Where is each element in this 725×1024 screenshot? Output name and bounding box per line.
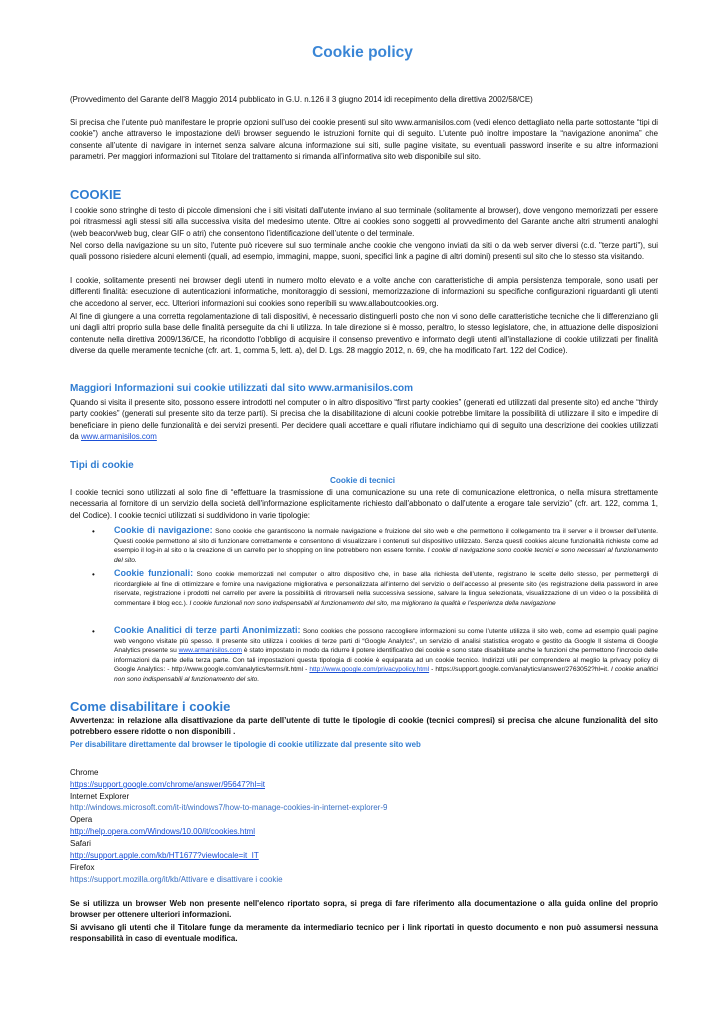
cookie-para-2: Nel corso della navigazione su un sito, l'utente può ricevere sul suo terminale anche cookie che vengono inviati da siti o da web server diversi (c.d. "terze parti"), sui quali possono risiedere alcuni elementi (quali, ad esempio, immagini, mappe, suoni, specifici link a pagine di altri domini) presenti sul sito che lo stesso sta visitando. [70, 241, 658, 262]
browser-name-opera: Opera [70, 815, 93, 824]
opera-link[interactable]: http://help.opera.com/Windows/10.00/it/cookies.html [70, 827, 255, 836]
more-info-heading: Maggiori Informazioni sui cookie utilizzati dal sito www.armanisilos.com [70, 383, 414, 394]
disable-subheading: Per disabilitare direttamente dal browser le tipologie di cookie utilizzate dal presente sito web [70, 740, 421, 749]
tecnici-subheading: Cookie di tecnici [329, 476, 396, 485]
bullet-analitici-head: Cookie Analitici di terze parti Anonimizzati: [114, 625, 301, 635]
bullet-navigazione-note: I cookie di navigazione sono cookie tecnici e sono necessari al funzionamento del sito. [114, 547, 658, 564]
footer-note-1: Se si utilizza un browser Web non presente nell'elenco riportato sopra, si prega di fare riferimento alla documentazione o alla guida online del proprio browser per ottenere ulteriori informazioni. [70, 899, 658, 920]
safari-link[interactable]: http://support.apple.com/kb/HT1677?viewlocale=it_IT [70, 851, 259, 860]
bullet-analitici-text-2: è stato impostato in modo da ridurre il potere identificativo dei cookie e sono state disabilitate anche le funzioni che permettono l’incrocio delle informazioni da parte della terza parte. Con tali impostazioni questa tipologia di cookie è equiparata ad un cookie tecnico. Indirizzi utili per comprendere al meglio la privacy policy di Google Analytics: - http://www.google.com/analytics/terms/it.html - [114, 647, 658, 674]
page-title: Cookie policy [312, 44, 413, 61]
armanisilos-link-2[interactable]: www.armanisilos.com [178, 647, 242, 655]
bullet-analitici-note: I cookie analitici non sono indispensabili al funzionamento del sito. [114, 666, 658, 683]
ie-link[interactable]: http://windows.microsoft.com/it-it/windows7/how-to-manage-cookies-in-internet-explorer-9 [70, 803, 388, 812]
intro-reference: (Provvedimento del Garante dell’8 Maggio 2014 pubblicato in G.U. n.126 il 3 giugno 2014 idi recepimento della direttiva 2002/58/CE) [70, 95, 533, 104]
browser-name-firefox: Firefox [70, 863, 95, 872]
bullet-navigazione-text: Sono cookie che garantiscono la normale navigazione e fruizione del sito web e che permettono il collegamento tra il server e il browser dell’utente. Questi cookie permettono al sito di funzionare correttamente e consentono di visualizzare i contenuti sul dispositivo utilizzato. Senza questi cookies alcune funzionalità richieste come ad esempio il log-in al sito o la creazione di un carrello per lo shopping on line potrebbero non essere fornite. [114, 528, 659, 555]
cookie-para-1: I cookie sono stringhe di testo di piccole dimensioni che i siti visitati dall'utente inviano al suo terminale (solitamente al browser), dove vengono memorizzati per essere poi ritrasmessi agli stessi siti alla successiva visita del medesimo utente. Oltre ai cookies sono soggetti al provvedimento del Garante anche altri strumenti analoghi (web beacon/web bug, clear GIF o atri) che consentono l’identificazione dell’utente o del terminale. [70, 206, 658, 238]
intro-paragraph: Si precisa che l’utente può manifestare le proprie opzioni sull’uso dei cookie presenti sul sito www.armanisilos.com (vedi elenco dettagliato nella parte sottostante “tipi di cookie”) anche attraverso le impostazione del/i browser seguendo le istruzioni fornite qui di seguito. L’utente può inoltre impostare la “navigazione anonima” che consente all’utente di navigare in internet senza salvare alcuna informazione sui siti, sulle pagine visitate, su eventuali password inserite e su altre informazioni parametri. Per maggiori informazioni sul Titolare del trattamento si rimanda all’informativa sito web disponibile sul sito. [70, 118, 658, 162]
bullet-funzionali-head: Cookie funzionali: [114, 568, 194, 578]
tipi-heading: Tipi di cookie [70, 460, 134, 471]
bullet-navigazione-head: Cookie di navigazione: [114, 525, 213, 535]
footer-note-2: Si avvisano gli utenti che il Titolare funge da meramente da intermediario tecnico per i link riportati in questo documento e non può assumersi nessuna responsabilità in caso di eventuale modifica. [70, 923, 658, 944]
browser-name-chrome: Chrome [70, 768, 99, 777]
bullet-funzionali-note: I cookie funzionali non sono indispensabili al funzionamento del sito, ma migliorano la qualità e l’esperienza della navigazione [189, 599, 556, 607]
armanisilos-link[interactable]: www.armanisilos.com [80, 432, 157, 442]
more-info-paragraph [70, 397, 658, 443]
cookie-heading: COOKIE [70, 187, 122, 202]
bullet-funzionali-text: Sono cookie memorizzati nel computer o altro dispositivo che, in base alla richiesta dell’utente, registrano le scelte dello stesso, per permettergli di ricordargliele al fine di ottimizzare e fornire una navigazione migliorativa e personalizzata all’interno del servizio o dell’accesso al presente sito (es registrazione della password in aree riservate, registrazione i prodotti nel carrello per avere la possibilità di ritrovarseli nella successiva sessione, salvare la lingua selezionata, visualizzazione di un video o la possibilità di commentare il blog ecc.). [114, 571, 658, 607]
cookie-para-3: I cookie, solitamente presenti nei browser degli utenti in numero molto elevato e a volte anche con caratteristiche di ampia persistenza temporale, sono usati per differenti finalità: esecuzione di autenticazioni informatiche, monitoraggio di sessioni, memorizzazione di informazioni su specifiche configurazioni riguardanti gli utenti che accedono al server, ecc. Ulteriori informazioni sui cookies sono reperibili su www.allaboutcookies.org. [70, 276, 658, 308]
bullet-analitici-text-3: - https://support.google.com/analytics/answer/2763052?hl=it. [429, 666, 611, 674]
cookie-para-4: Al fine di giungere a una corretta regolamentazione di tali dispositivi, è necessario distinguerli posto che non vi sono delle caratteristiche tecniche che li differenziano gli uni dagli altri proprio sulla base delle finalità perseguite da chi li utilizza. In tale direzione si è mosso, peraltro, lo stesso legislatore, che, in attuazione delle disposizioni contenute nella direttiva 2009/136/CE, ha ricondotto l'obbligo di acquisire il consenso preventivo e informato degli utenti all'installazione di cookie utilizzati per finalità diverse da quelle meramente tecniche (cfr. art. 1, comma 5, lett. a), del D. Lgs. 28 maggio 2012, n. 69, che ha modificato l'art. 122 del Codice). [70, 312, 658, 356]
warning-text: Avvertenza: in relazione alla disattivazione da parte dell’utente di tutte le tipologie di cookie (tecnici compresi) si precisa che alcune funzionalità del sito potrebbero essere ridotte o non disponibili . [70, 716, 658, 737]
bullet-analitici [114, 626, 658, 685]
disable-heading: Come disabilitare i cookie [70, 699, 231, 714]
bullet-funzionali [114, 569, 658, 608]
bullet-mark: • [92, 570, 95, 579]
bullet-analitici-text-1: Sono cookies che possono raccogliere informazioni su come l’utente utilizza il sito web, come ad esempio quali pagine web vengono visitate più spesso. Il presente sito utilizza i cookies di terze parti di “Google Analytcs”, un servizio di analisi statistica erogato e gestito da Google Il sistema di Google Analytics presente su [114, 628, 658, 655]
bullet-mark: • [92, 527, 95, 536]
more-info-text: Quando si visita il presente sito, possono essere introdotti nel computer o in altro dispositivo “first party cookies” (generati ed utilizzati dal presente sito) ed anche “thirdy party cookies” (generati sul presente sito da terze parti). Si precisa che la disabilitazione di alcuni cookie potrebbe limitare la possibilità di utilizzare il sito e impedire di beneficiare in pieno delle funzionalità e dei servizi presenti. Per decidere quali accettare e quali rifiutare indichiamo qui di seguito una descrizione dei cookies utilizzati da [70, 398, 658, 442]
browser-name-ie: Internet Explorer [70, 792, 130, 801]
tecnici-paragraph: I cookie tecnici sono utilizzati al solo fine di “effettuare la trasmissione di una comunicazione su una rete di comunicazione elettronica, o nella misura strettamente necessaria al fornitore di un servizio della società dell'informazione esplicitamente richiesto dall'abbonato o dall'utente a erogare tale servizio” (cfr. art. 122, comma 1, del Codice). I cookie tecnici utilizzati si suddividono in varie tipologie: [70, 488, 658, 520]
bullet-navigazione [114, 526, 658, 565]
chrome-link[interactable]: https://support.google.com/chrome/answer/95647?hl=it [70, 780, 266, 789]
browser-name-safari: Safari [70, 839, 91, 848]
google-privacy-link[interactable]: http://www.google.com/privacypolicy.html [309, 666, 430, 674]
bullet-mark: • [92, 627, 95, 636]
firefox-link[interactable]: https://support.mozilla.org/it/kb/Attivare e disattivare i cookie [70, 875, 283, 884]
